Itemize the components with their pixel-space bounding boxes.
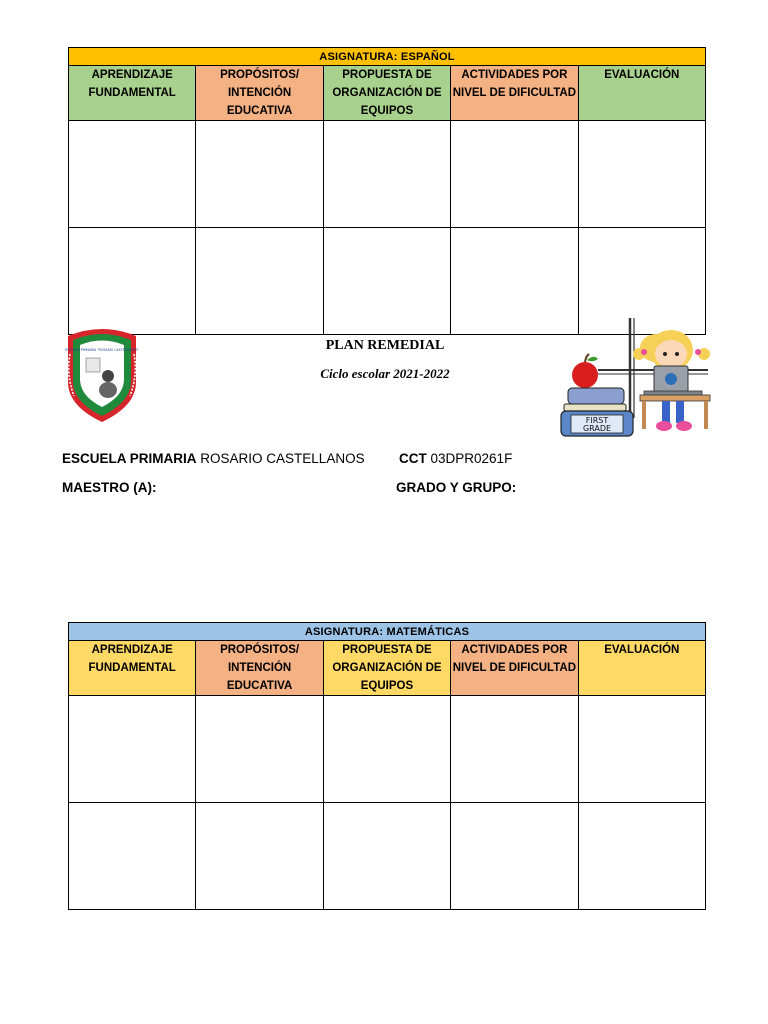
grade-label: GRADO Y GRUPO: xyxy=(396,480,517,495)
table-cell[interactable] xyxy=(196,696,323,803)
teacher-label: MAESTRO (A): xyxy=(62,480,157,495)
school-info xyxy=(62,451,365,466)
header-actividades: ACTIVIDADES POR NIVEL DE DIFICULTAD xyxy=(451,66,578,121)
table-cell[interactable] xyxy=(451,696,578,803)
table-cell[interactable] xyxy=(196,228,323,335)
header-aprendizaje: APRENDIZAJE FUNDAMENTAL xyxy=(69,641,196,696)
cct-info xyxy=(399,451,512,466)
table-cell[interactable] xyxy=(196,803,323,910)
book-label-first: FIRST xyxy=(585,416,609,425)
header-propositos: PROPÓSITOS/ INTENCIÓN EDUCATIVA xyxy=(196,641,323,696)
header-aprendizaje: APRENDIZAJE FUNDAMENTAL xyxy=(69,66,196,121)
table-cell[interactable] xyxy=(451,121,578,228)
table-cell[interactable] xyxy=(323,228,450,335)
table-row xyxy=(69,696,706,803)
matematicas-subject-header: ASIGNATURA: MATEMÁTICAS xyxy=(69,623,706,641)
table-cell[interactable] xyxy=(323,696,450,803)
matematicas-plan-table xyxy=(68,622,706,910)
table-row xyxy=(69,803,706,910)
header-propuesta: PROPUESTA DE ORGANIZACIÓN DE EQUIPOS xyxy=(323,66,450,121)
table-cell[interactable] xyxy=(323,803,450,910)
header-evaluacion: EVALUACIÓN xyxy=(578,66,705,121)
school-shield-logo xyxy=(62,324,142,424)
cct-value: 03DPR0261F xyxy=(430,451,513,466)
table-cell[interactable] xyxy=(578,803,705,910)
table-cell[interactable] xyxy=(69,228,196,335)
table-cell[interactable] xyxy=(196,121,323,228)
student-laptop-illustration xyxy=(558,318,718,442)
table-cell[interactable] xyxy=(69,696,196,803)
table-row xyxy=(69,121,706,228)
table-cell[interactable] xyxy=(578,696,705,803)
header-evaluacion: EVALUACIÓN xyxy=(578,641,705,696)
school-label: ESCUELA PRIMARIA xyxy=(62,451,197,466)
table-cell[interactable] xyxy=(69,803,196,910)
header-propuesta: PROPUESTA DE ORGANIZACIÓN DE EQUIPOS xyxy=(323,641,450,696)
book-label-grade: GRADE xyxy=(582,424,612,433)
grade-info xyxy=(396,480,516,495)
header-propositos: PROPÓSITOS/ INTENCIÓN EDUCATIVA xyxy=(196,66,323,121)
espanol-subject-header: ASIGNATURA: ESPAÑOL xyxy=(69,48,706,66)
table-cell[interactable] xyxy=(451,803,578,910)
teacher-info xyxy=(62,480,157,495)
school-cycle: Ciclo escolar 2021-2022 xyxy=(320,366,450,381)
table-cell[interactable] xyxy=(69,121,196,228)
header-actividades: ACTIVIDADES POR NIVEL DE DIFICULTAD xyxy=(451,641,578,696)
table-cell[interactable] xyxy=(323,121,450,228)
page-title: PLAN REMEDIAL xyxy=(325,338,445,353)
logo-text: ESCUELA PRIMARIA "ROSARIO CASTELLANOS" xyxy=(65,348,139,352)
school-name: ROSARIO CASTELLANOS xyxy=(200,451,365,466)
espanol-plan-table xyxy=(68,47,706,335)
table-cell[interactable] xyxy=(578,121,705,228)
cct-label: CCT xyxy=(399,451,427,466)
